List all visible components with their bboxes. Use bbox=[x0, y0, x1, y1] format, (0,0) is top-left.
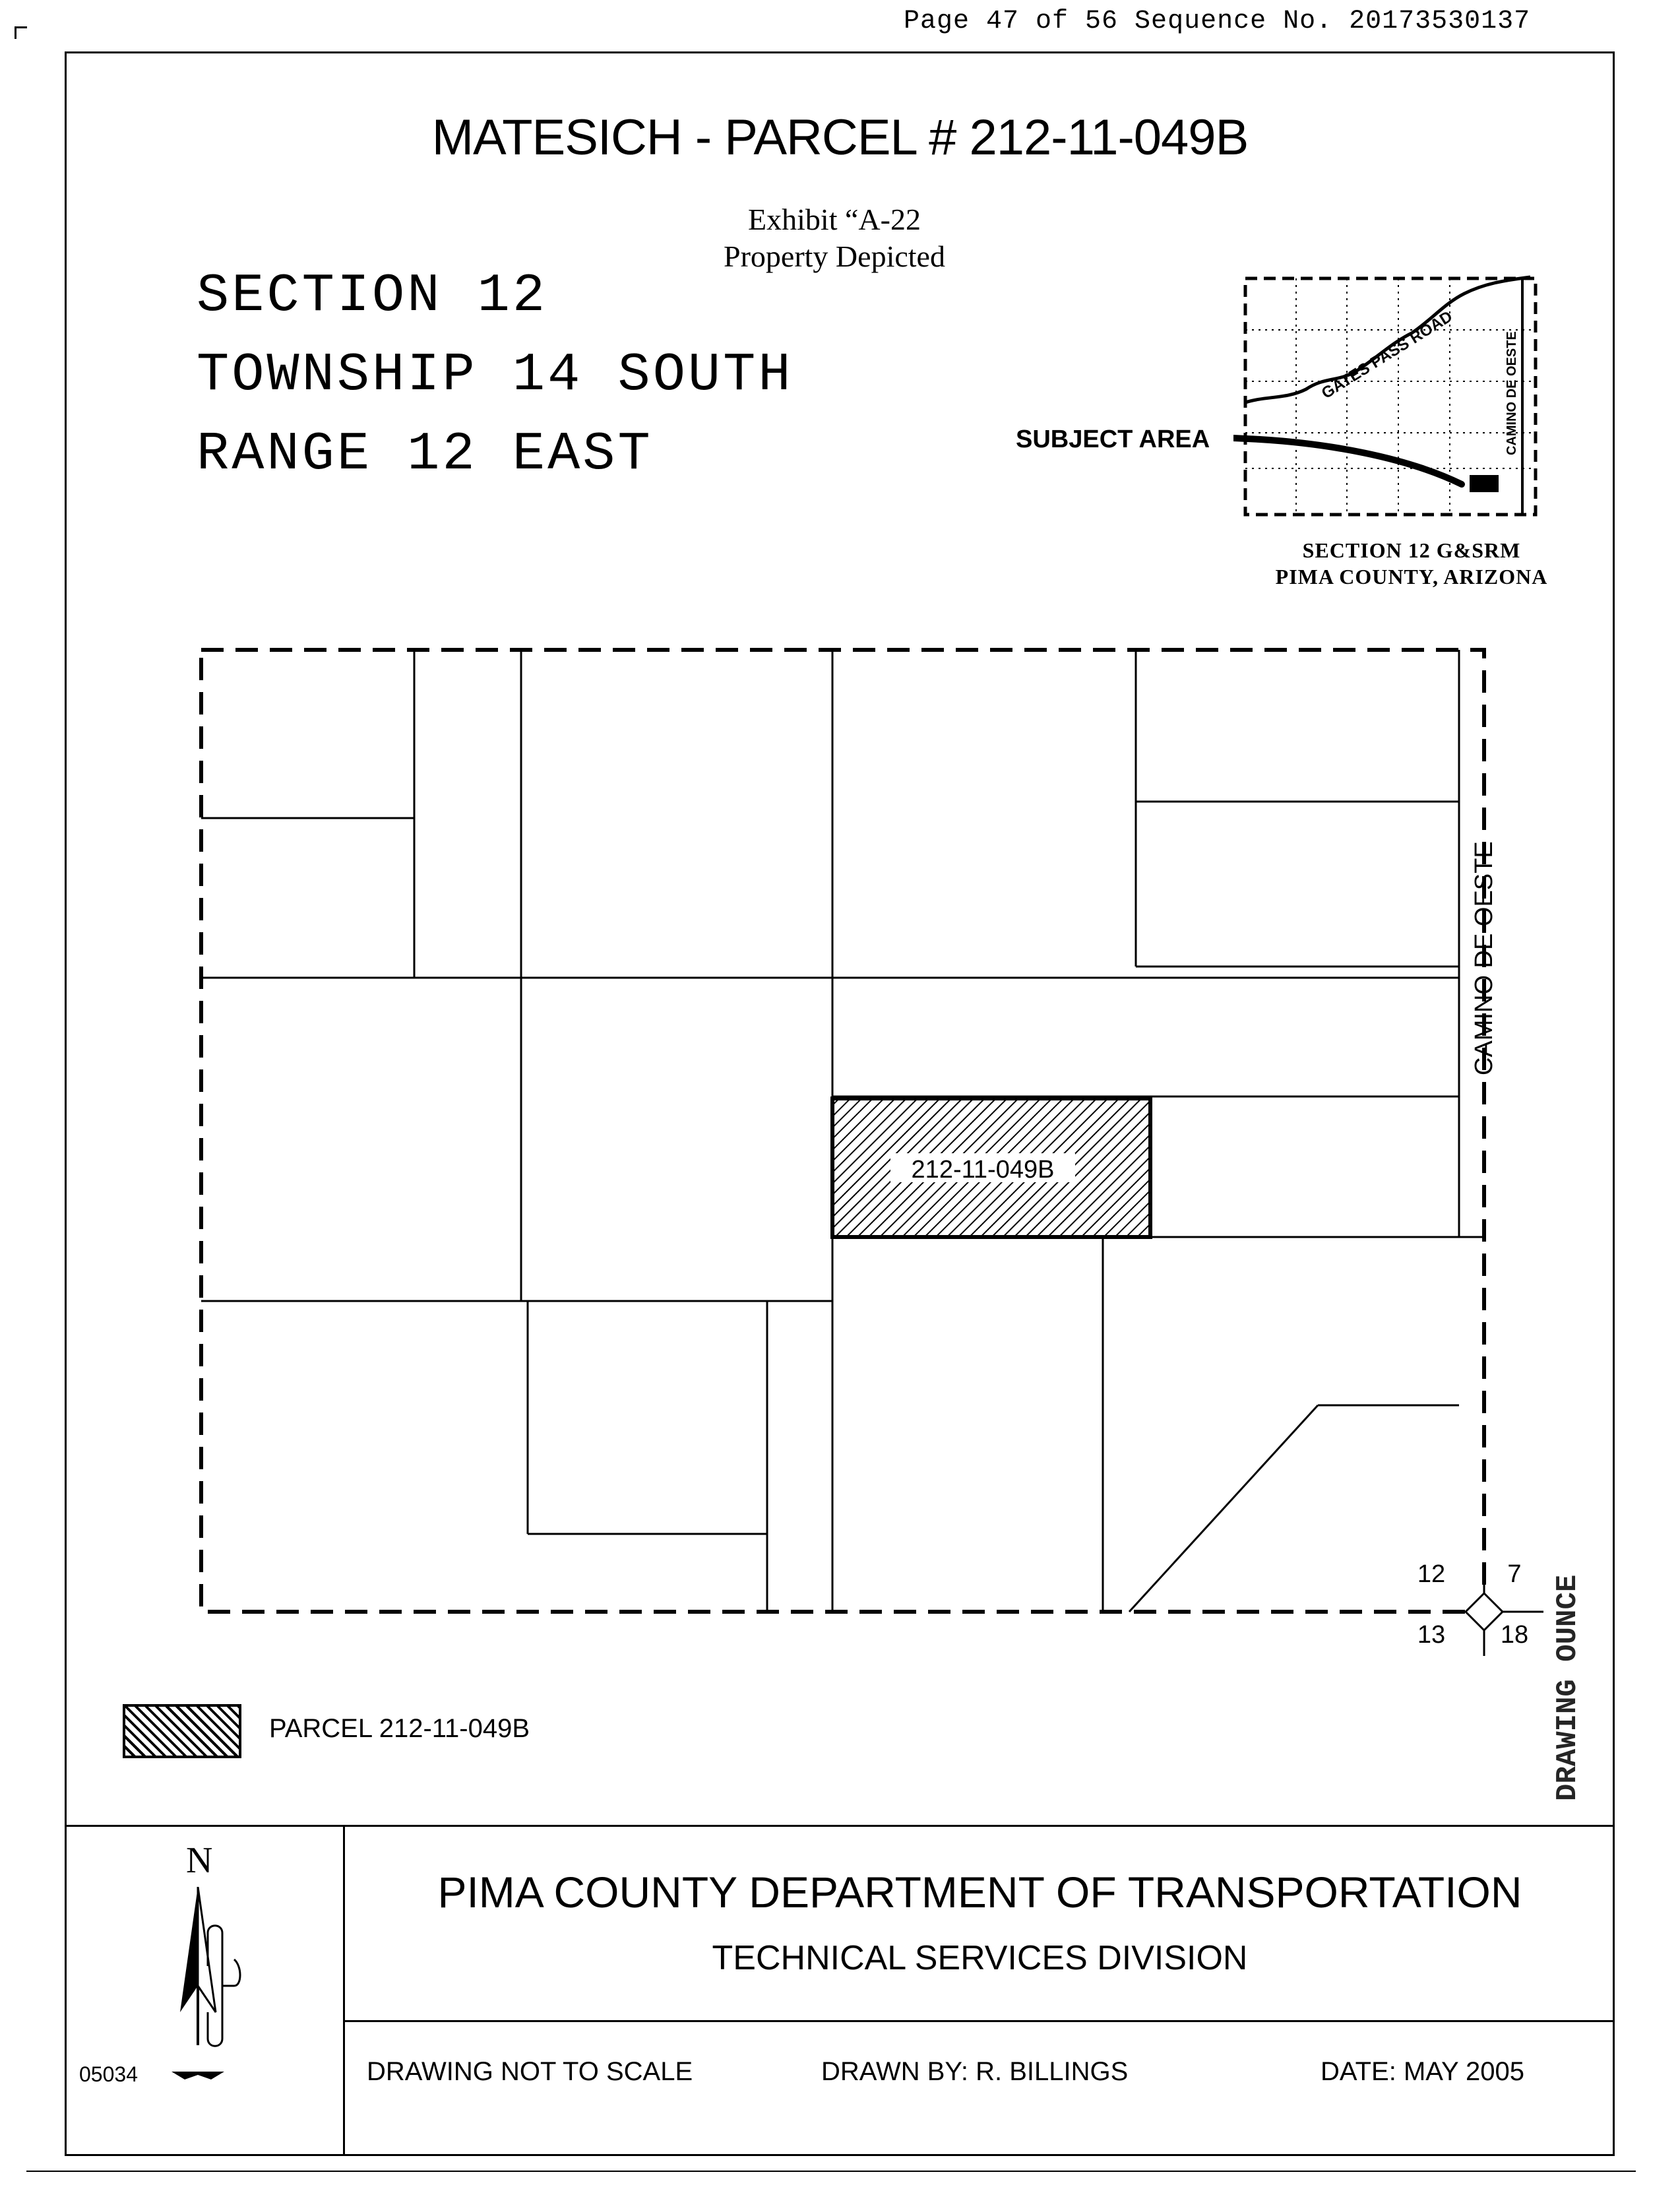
page-bottom-rule bbox=[26, 2171, 1636, 2172]
north-label: N bbox=[186, 1840, 213, 1881]
title-block-top-rule bbox=[65, 1825, 1615, 1827]
side-stamp: DRAWING OUNCE bbox=[1551, 1574, 1584, 1801]
north-arrow-icon bbox=[168, 1887, 261, 2091]
exhibit-line-2: Property Depicted bbox=[724, 239, 945, 273]
inset-street-label: CAMINO DE OESTE bbox=[1505, 331, 1519, 455]
title-block-mid-rule bbox=[343, 2020, 1615, 2022]
corner-section-13: 13 bbox=[1417, 1621, 1446, 1649]
range-label: RANGE 12 EAST bbox=[197, 424, 653, 485]
job-number: 05034 bbox=[79, 2062, 138, 2086]
section-label: SECTION 12 bbox=[197, 265, 548, 327]
inset-caption-county: PIMA COUNTY, ARIZONA bbox=[1275, 565, 1548, 588]
section-corner-marker bbox=[1451, 1583, 1543, 1656]
scale-note: DRAWING NOT TO SCALE bbox=[367, 2057, 693, 2086]
corner-section-12: 12 bbox=[1417, 1560, 1446, 1588]
legend-label: PARCEL 212-11-049B bbox=[269, 1714, 530, 1743]
corner-section-7: 7 bbox=[1507, 1560, 1522, 1588]
camino-de-oeste-label: CAMINO DE OESTE bbox=[1470, 841, 1498, 1075]
exhibit-line-1: Exhibit “A-22 bbox=[748, 203, 921, 236]
department-name: PIMA COUNTY DEPARTMENT OF TRANSPORTATION bbox=[437, 1868, 1522, 1917]
drawing-title: MATESICH - PARCEL # 212-11-049B bbox=[431, 110, 1249, 166]
drawing-date: DATE: MAY 2005 bbox=[1321, 2057, 1525, 2086]
page-sequence-header: Page 47 of 56 Sequence No. 20173530137 bbox=[904, 7, 1531, 36]
division-name: TECHNICAL SERVICES DIVISION bbox=[712, 1939, 1248, 1977]
legend-hatch-swatch bbox=[123, 1704, 241, 1758]
subject-area-label: SUBJECT AREA bbox=[1016, 426, 1210, 453]
drawn-by: DRAWN BY: R. BILLINGS bbox=[821, 2057, 1129, 2086]
township-label: TOWNSHIP 14 SOUTH bbox=[197, 344, 793, 406]
corner-section-18: 18 bbox=[1500, 1621, 1529, 1649]
parcel-number-label: 212-11-049B bbox=[911, 1156, 1055, 1184]
inset-road-label: GATES PASS ROAD bbox=[1318, 307, 1456, 403]
inset-caption-section: SECTION 12 G&SRM bbox=[1302, 538, 1521, 562]
